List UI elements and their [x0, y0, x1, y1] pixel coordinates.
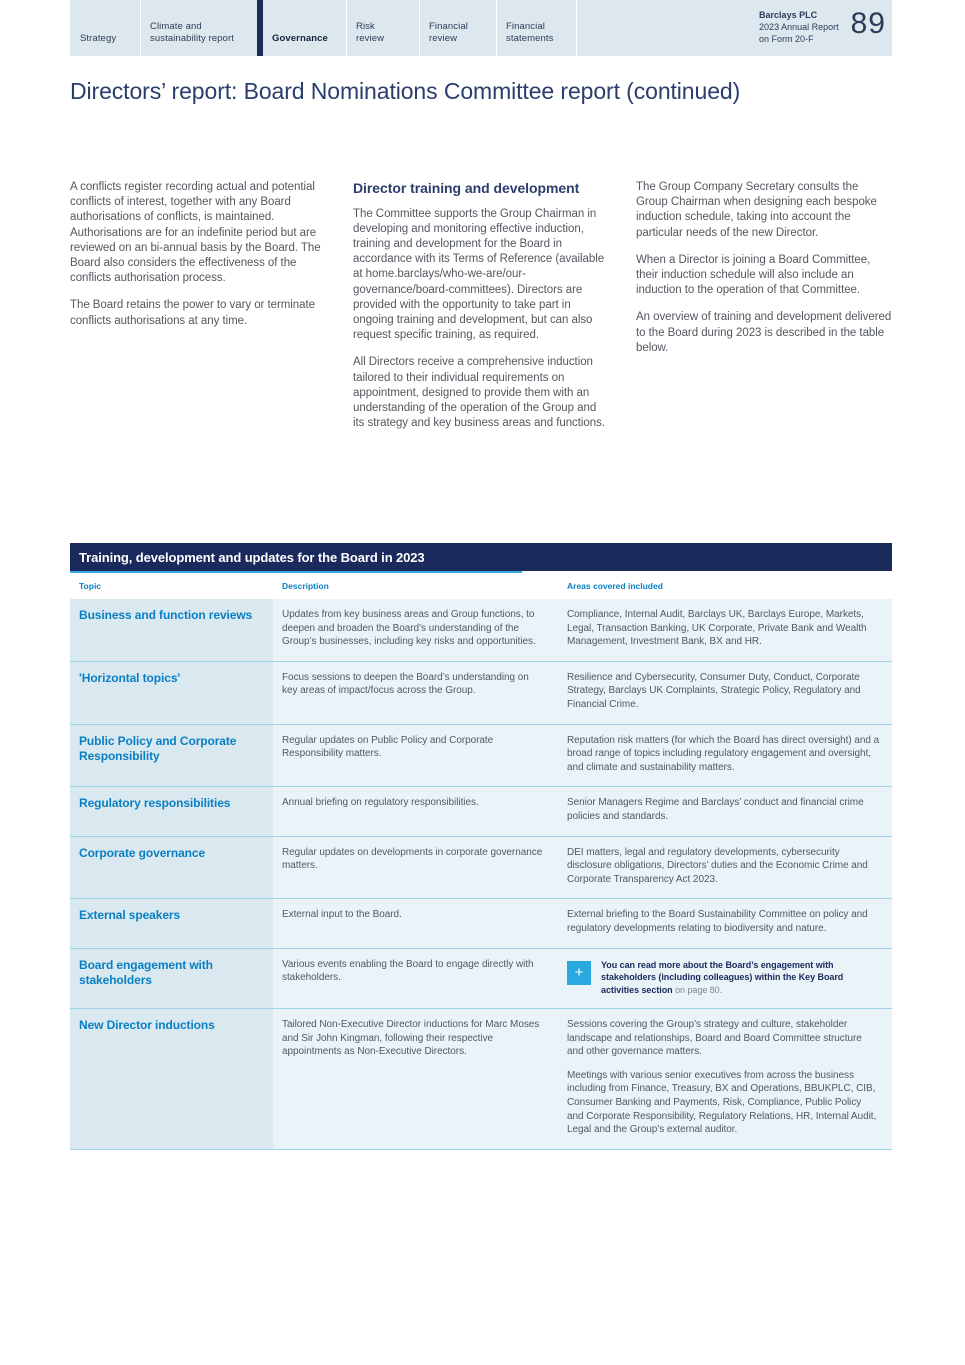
report-title-line2: on Form 20-F: [759, 34, 814, 44]
cross-reference-callout[interactable]: [567, 959, 880, 997]
table-cell-areas: [558, 724, 892, 787]
table-cell-description: [273, 787, 558, 836]
table-cell-areas: [558, 661, 892, 724]
table-cell-description: [273, 661, 558, 724]
cell-paragraph: Tailored Non-Executive Director inductions for Marc Moses and Sir John Kingman, following their respective appointments as Non-Executive Directors.: [282, 1019, 540, 1058]
nav-tab-label: Risk: [356, 21, 375, 32]
table-cell-topic: Corporate governance: [70, 836, 273, 899]
body-column-3: [636, 180, 892, 431]
nav-tab-label: Climate and: [150, 21, 202, 32]
paragraph: When a Director is joining a Board Committee, their induction schedule will also include an induction to the operation of that Committee.: [636, 253, 871, 297]
table-cell-description: [273, 1009, 558, 1150]
company-name: Barclays PLC: [759, 10, 818, 20]
nav-tab-governance[interactable]: [257, 0, 346, 56]
table-cell-topic: Board engagement with stakeholders: [70, 948, 273, 1009]
cell-paragraph: Various events enabling the Board to engage directly with stakeholders.: [282, 958, 534, 984]
report-meta: [759, 0, 892, 56]
paragraph: The Board retains the power to vary or terminate conflicts authorisations at any time.: [70, 299, 315, 327]
cell-paragraph: Reputation risk matters (for which the Board has direct oversight) and a broad range of topics including regulatory engagement and oversight, and climate and sustainability matters.: [567, 734, 880, 773]
page-title: Directors’ report: Board Nominations Committee report (continued): [70, 78, 741, 105]
nav-tab-label-line2: sustainability report: [150, 32, 234, 44]
table-cell-topic: 'Horizontal topics': [70, 661, 273, 724]
nav-tab-risk-review[interactable]: [346, 0, 419, 56]
table-cell-description: [273, 836, 558, 899]
cell-paragraph: Updates from key business areas and Group functions, to deepen and broaden the Board’s understanding of the Group’s businesses, including key risks and opportunities.: [282, 609, 536, 648]
column-header-topic: Topic: [70, 573, 273, 599]
report-meta-text: [759, 9, 851, 45]
table-row: [70, 599, 892, 662]
paragraph: An overview of training and development delivered to the Board during 2023 is described in the table below.: [636, 311, 892, 354]
section-heading-director-training: Director training and development: [353, 180, 580, 196]
cell-paragraph: Compliance, Internal Audit, Barclays UK, Barclays Europe, Markets, Legal, Transaction Banking, UK Corporate, Private Bank and Wealth Management, Investment Bank, BX and HR.: [567, 609, 867, 648]
report-title-line1: 2023 Annual Report: [759, 22, 839, 32]
table-cell-description: [273, 948, 558, 1009]
column-header-areas-covered: Areas covered included: [558, 573, 892, 599]
cell-paragraph: External briefing to the Board Sustainability Committee on policy and regulatory developments relating to biodiversity and nature.: [567, 909, 868, 934]
body-column-1: [70, 180, 326, 431]
cell-paragraph: Focus sessions to deepen the Board’s understanding on key areas of impact/focus across the Group.: [282, 671, 529, 697]
cell-paragraph: DEI matters, legal and regulatory developments, cybersecurity disclosure obligations, Directors’ duties and the Economic Crime and Corporate Transparency Act 2023.: [567, 846, 868, 885]
cell-paragraph: Sessions covering the Group’s strategy and culture, stakeholder landscape and relationships, Board and Board Committee structure and other governance matters.: [567, 1019, 862, 1058]
nav-tab-label: Strategy: [80, 32, 117, 44]
table-cell-topic: Business and function reviews: [70, 599, 273, 662]
table-cell-areas: [558, 899, 892, 948]
nav-tab-label-line2: statements: [506, 32, 554, 44]
nav-tab-strategy[interactable]: [70, 0, 140, 56]
table-row: [70, 836, 892, 899]
nav-tab-financial-review[interactable]: [419, 0, 496, 56]
training-table: [70, 543, 892, 1150]
table-cell-areas: [558, 948, 892, 1009]
table-cell-topic: New Director inductions: [70, 1009, 273, 1150]
paragraph: A conflicts register recording actual and potential conflicts of interest, together with any Board authorisations of conflicts, is maintained. Authorisations are for an indefinite period but are reviewed on an bi-annual basis by the Board. The Board also considers the effectiveness of the conflicts authorisation process.: [70, 181, 321, 285]
cell-paragraph: Resilience and Cybersecurity, Consumer Duty, Conduct, Corporate Strategy, Barclays UK Complaints, Strategic Policy, Regulatory and Financial Crime.: [567, 671, 861, 710]
nav-tab-label-line2: review: [356, 32, 385, 44]
cell-paragraph: External input to the Board.: [282, 909, 402, 921]
table-row: [70, 899, 892, 948]
table-cell-description: [273, 724, 558, 787]
nav-tab-label: Financial: [506, 21, 545, 32]
body-columns: [70, 180, 892, 431]
nav-tab-label-line2: review: [429, 32, 458, 44]
table-cell-areas: [558, 599, 892, 662]
table-row: [70, 661, 892, 724]
cell-paragraph: Senior Managers Regime and Barclays’ conduct and financial crime policies and standards.: [567, 797, 864, 822]
plus-icon: +: [567, 961, 591, 985]
table-cell-description: [273, 599, 558, 662]
callout-bold-text: You can read more about the Board’s engagement with stakeholders (including colleagues) within the Key Board activities section: [601, 959, 844, 995]
cell-paragraph: Meetings with various senior executives from across the business including from Finance, Treasury, BX and Operations, BBUKPLC, CIB, Consumer Banking and Payments, Risk, Compliance, Public Policy and Corporate Responsibility, Regulatory Relations, HR, Internal Audit, Legal and the Group’s external auditor.: [567, 1069, 877, 1136]
table-row: [70, 787, 892, 836]
table-cell-areas: [558, 787, 892, 836]
cell-paragraph: Regular updates on Public Policy and Corporate Responsibility matters.: [282, 734, 494, 760]
training-table-grid: [70, 573, 892, 1150]
callout-page-reference: on page 80.: [672, 984, 723, 995]
table-banner-title: Training, development and updates for the Board in 2023: [70, 543, 892, 571]
nav-tab-financial-statements[interactable]: [496, 0, 576, 56]
table-header-row: [70, 573, 892, 599]
callout-text: [591, 959, 880, 997]
table-cell-description: [273, 899, 558, 948]
nav-tab-label: Governance: [272, 32, 328, 44]
table-cell-areas: [558, 1009, 892, 1150]
table-cell-areas: [558, 836, 892, 899]
paragraph: All Directors receive a comprehensive induction tailored to their individual requirements on appointment, designed to provide them with an understanding of the operation of the Group and its strategy and key business areas and functions.: [353, 356, 605, 430]
nav-spacer: [576, 0, 759, 56]
cell-paragraph: Regular updates on developments in corporate governance matters.: [282, 846, 543, 872]
paragraph: The Committee supports the Group Chairman in developing and monitoring effective induction, training and development for the Board in accordance with its Terms of Reference (available at home.barclays/who-we-are/our-governance/board-committees). Directors are provided with the opportunity to take part in ongoing training and development, but can also request specific training, as required.: [353, 207, 605, 342]
table-row: [70, 948, 892, 1009]
table-row: [70, 724, 892, 787]
column-header-description: Description: [273, 573, 558, 599]
page-number: 89: [850, 7, 886, 40]
paragraph: The Group Company Secretary consults the Group Chairman when designing each bespoke induction schedule, taking into account the particular needs of the new Director.: [636, 181, 877, 239]
nav-tab-climate-and-sustainability-report[interactable]: [140, 0, 257, 56]
table-row: [70, 1009, 892, 1150]
table-cell-topic: Regulatory responsibilities: [70, 787, 273, 836]
nav-tab-label: Financial: [429, 21, 468, 32]
header-navigation: [70, 0, 892, 56]
table-cell-topic: Public Policy and Corporate Responsibility: [70, 724, 273, 787]
body-column-2: [353, 180, 609, 431]
cell-paragraph: Annual briefing on regulatory responsibilities.: [282, 797, 479, 809]
table-cell-topic: External speakers: [70, 899, 273, 948]
